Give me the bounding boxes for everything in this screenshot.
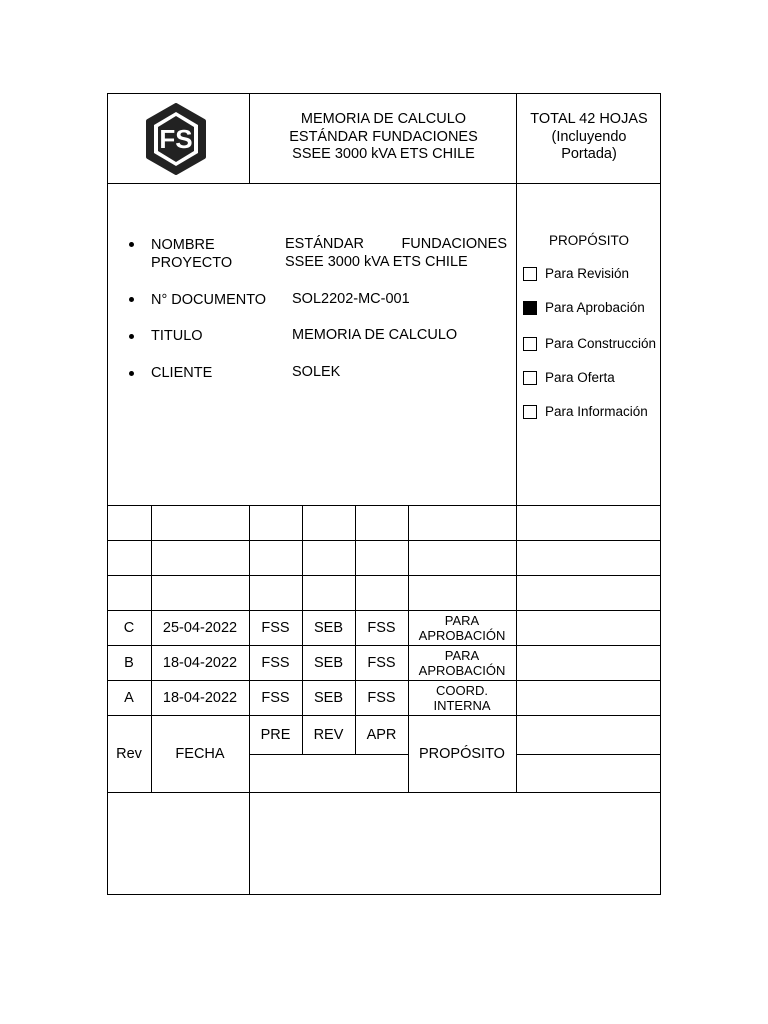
info-value-client: SOLEK [292, 364, 341, 380]
checkbox-construction[interactable] [523, 337, 537, 351]
title-line: ESTÁNDAR FUNDACIONES [289, 128, 478, 145]
header-apr: APR [366, 726, 397, 743]
logo-letters: FS [159, 124, 193, 154]
info-value-document: SOL2202-MC-001 [292, 291, 410, 307]
divider [107, 575, 661, 576]
divider [107, 540, 661, 541]
rev-cell: C [123, 619, 135, 636]
divider [516, 505, 517, 792]
purpose-cell: PARA APROBACIÓN [418, 612, 506, 643]
info-label-project: NOMBRE PROYECTO [151, 237, 233, 271]
bullet-icon [128, 333, 136, 341]
rev-by-cell: SEB [313, 689, 343, 706]
total-line: (Incluyendo [551, 128, 627, 145]
info-label-document: N° DOCUMENTO [151, 292, 267, 308]
checkbox-label: Para Aprobación [545, 300, 645, 315]
checkbox-label: Para Construcción [545, 336, 657, 351]
info-label-client: CLIENTE [151, 365, 213, 381]
date-cell: 25-04-2022 [162, 619, 238, 636]
purpose-cell: PARA APROBACIÓN [418, 647, 506, 678]
date-cell: 18-04-2022 [162, 689, 238, 706]
header-fecha: FECHA [175, 745, 225, 762]
divider [517, 754, 661, 755]
checkbox-revision[interactable] [523, 267, 537, 281]
divider [250, 754, 409, 755]
purpose-cell: COORD. INTERNA [433, 682, 491, 713]
info-value-title: MEMORIA DE CALCULO [292, 327, 458, 343]
date-cell: 18-04-2022 [162, 654, 238, 671]
bullet-icon [128, 296, 136, 304]
info-label-title: TITULO [151, 328, 203, 344]
total-pages [517, 111, 661, 164]
apr-cell: FSS [367, 689, 396, 706]
pre-cell: FSS [261, 689, 290, 706]
checkbox-information[interactable] [523, 405, 537, 419]
title-line: SSEE 3000 kVA ETS CHILE [292, 146, 475, 162]
purpose-title: PROPÓSITO [548, 233, 630, 248]
pre-cell: FSS [261, 654, 290, 671]
document-title [250, 111, 517, 164]
divider [107, 792, 661, 793]
checkbox-label: Para Revisión [545, 266, 630, 281]
info-value-project: ESTÁNDAR FUNDACIONES SSEE 3000 kVA ETS CHILE [285, 236, 507, 270]
header-rev: Rev [116, 745, 142, 762]
checkbox-offer[interactable] [523, 371, 537, 385]
checkbox-approval[interactable] [523, 301, 537, 315]
company-logo [144, 103, 208, 175]
divider [107, 183, 661, 184]
header-rev-by: REV [313, 726, 344, 743]
rev-by-cell: SEB [313, 619, 343, 636]
rev-cell: A [124, 689, 134, 706]
checkbox-label: Para Oferta [545, 370, 615, 385]
header-proposito: PROPÓSITO [419, 745, 505, 762]
apr-cell: FSS [367, 619, 396, 636]
checkbox-label: Para Información [545, 404, 648, 419]
total-line: Portada) [561, 146, 617, 162]
total-line: TOTAL 42 HOJAS [530, 111, 648, 127]
bullet-icon [128, 370, 136, 378]
rev-by-cell: SEB [313, 654, 343, 671]
bullet-icon [128, 241, 136, 249]
divider [107, 505, 661, 506]
header-pre: PRE [260, 726, 291, 743]
pre-cell: FSS [261, 619, 290, 636]
title-line: MEMORIA DE CALCULO [300, 111, 467, 127]
rev-cell: B [124, 654, 134, 671]
apr-cell: FSS [367, 654, 396, 671]
